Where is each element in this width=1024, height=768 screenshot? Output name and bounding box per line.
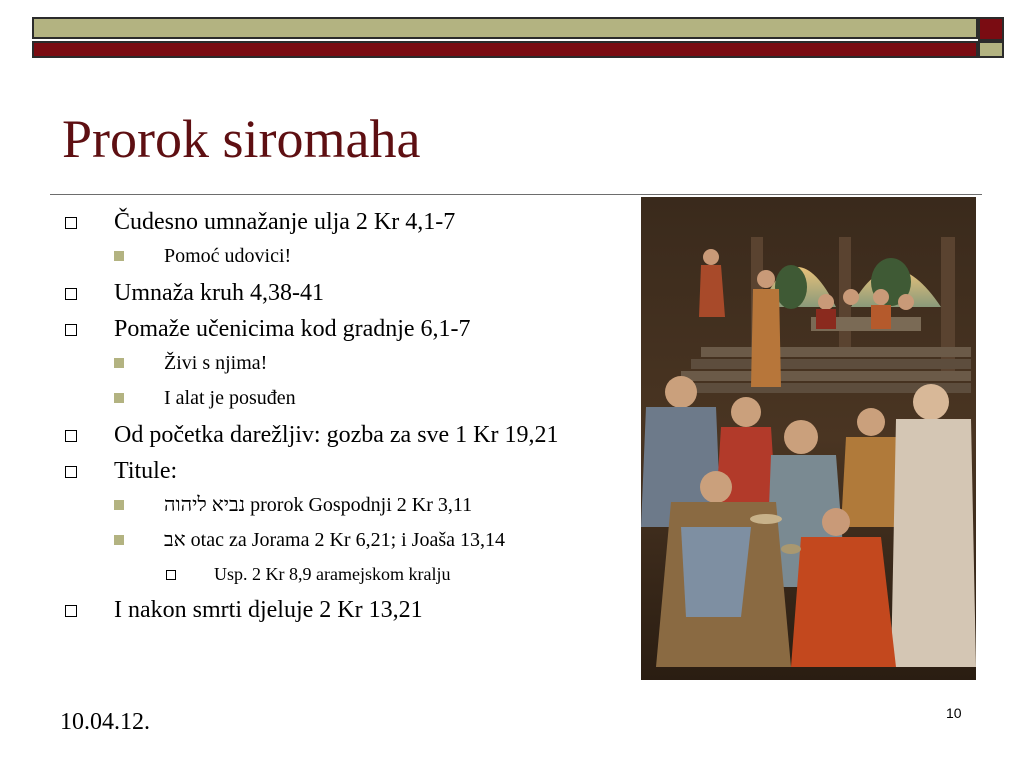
header-square-red (978, 17, 1004, 41)
slide-date: 10.04.12. (60, 709, 150, 735)
list-item: נביא ליהוה prorok Gospodnji 2 Kr 3,11 (62, 492, 622, 518)
filled-square-bullet-icon (114, 358, 124, 368)
list-item: Pomaže učenicima kod gradnje 6,1-7 (62, 314, 622, 344)
header-square-olive (978, 41, 1004, 58)
hollow-square-bullet-icon (65, 466, 77, 478)
title-divider (50, 194, 982, 195)
hollow-square-bullet-icon (65, 217, 77, 229)
list-item: Usp. 2 Kr 8,9 aramejskom kralju (62, 562, 622, 586)
header-band-red (32, 41, 978, 58)
filled-square-bullet-icon (114, 535, 124, 545)
hollow-square-bullet-icon (65, 430, 77, 442)
hebrew-term: נביא ליהוה (164, 494, 246, 516)
hollow-square-bullet-icon (65, 324, 77, 336)
renaissance-painting-image (641, 197, 976, 680)
list-item: Pomoć udovici! (62, 243, 622, 269)
hollow-square-bullet-icon (65, 605, 77, 617)
list-item: Umnaža kruh 4,38-41 (62, 278, 622, 308)
page-number: 10 (946, 705, 962, 721)
list-item: Titule: (62, 456, 622, 486)
list-item: I alat je posuđen (62, 385, 622, 411)
list-item: Čudesno umnažanje ulja 2 Kr 4,1-7 (62, 207, 622, 237)
filled-square-bullet-icon (114, 393, 124, 403)
slide-title: Prorok siromaha (62, 109, 421, 169)
hollow-square-bullet-icon (65, 288, 77, 300)
header-band-olive (32, 17, 978, 39)
list-item: Od početka darežljiv: gozba za sve 1 Kr 19,21 (62, 420, 584, 450)
list-item: Živi s njima! (62, 350, 622, 376)
bullet-list (62, 207, 622, 631)
hollow-square-bullet-icon (166, 570, 176, 580)
list-item: אב otac za Jorama 2 Kr 6,21; i Joaša 13,14 (62, 527, 622, 553)
filled-square-bullet-icon (114, 251, 124, 261)
list-item: I nakon smrti djeluje 2 Kr 13,21 (62, 595, 622, 625)
hebrew-term: אב (164, 529, 186, 551)
filled-square-bullet-icon (114, 500, 124, 510)
